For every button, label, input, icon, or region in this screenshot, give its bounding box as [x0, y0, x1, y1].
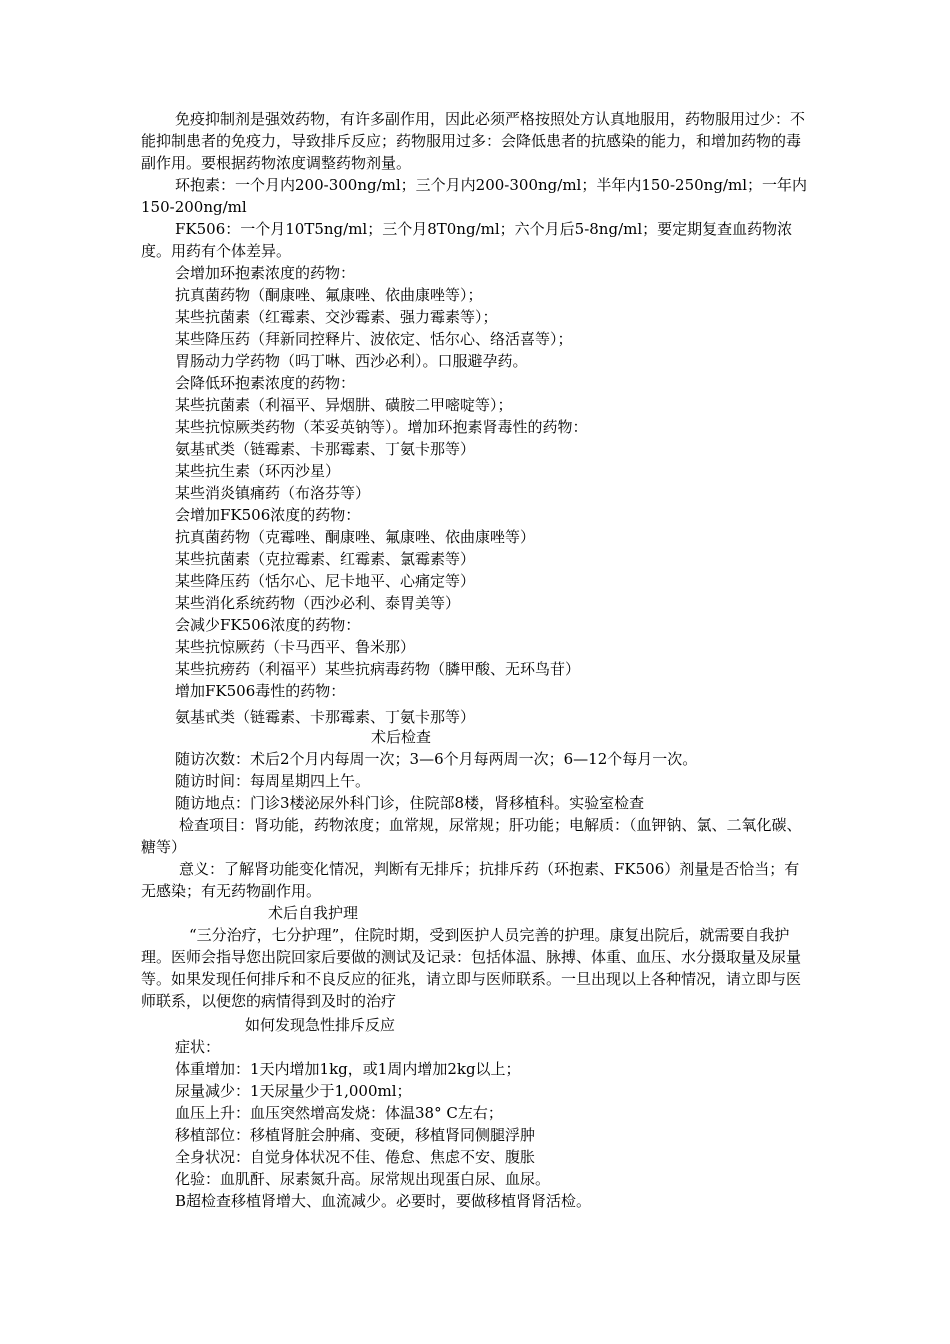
list-item: 某些抗痨药（利福平）某些抗病毒药物（膦甲酸、无环鸟苷） [175, 660, 581, 678]
list-item: 某些抗菌素（克拉霉素、红霉素、氯霉素等） [175, 550, 476, 568]
followup-time: 随访时间：每周星期四上午。 [175, 772, 371, 790]
self-care-paragraph: “三分治疗，七分护理”，住院时期，受到医护人员完善的护理。康复出院后，就需要自我护理。医师会指导您出院回家后要做的测试及记录：包括体温、脉搏、体重、血压、水分摄取量及尿量等。如果发现任何排斥和不良反应的征兆，请立即与医师联系。一旦出现以上各种情况，请立即与医师联系，以便您的病情得到及时的治疗 [141, 926, 802, 1010]
list-item: 某些抗菌素（红霉素、交沙霉素、强力霉素等）； [175, 308, 498, 326]
symptoms-label: 症状： [175, 1038, 221, 1056]
section-heading-self-care: 术后自我护理 [268, 904, 359, 922]
intro-paragraph: 免疫抑制剂是强效药物，有许多副作用，因此必须严格按照处方认真地服用，药物服用过少：不能抑制患者的免疫力，导致排斥反应；药物服用过多：会降低患者的抗感染的能力，和增加药物的毒副作用。要根据药物浓度调整药物剂量。 [141, 110, 806, 172]
list-heading: 增加FK506毒性的药物： [175, 682, 346, 700]
checkup-meaning: 意义：了解肾功能变化情况，判断有无排斥；抗排斥药（环抱素、FK506）剂量是否恰当；有无感染；有无药物副作用。 [141, 860, 800, 900]
list-item: 某些降压药（拜新同控释片、波依定、恬尔心、络活喜等）； [175, 330, 573, 348]
list-item: 某些消炎镇痛药（布洛芬等） [175, 484, 371, 502]
list-heading: 会增加FK506浓度的药物： [175, 506, 361, 524]
symptom-item: B超检查移植肾增大、血流减少。必要时，要做移植肾肾活检。 [175, 1192, 592, 1210]
symptom-item: 尿量减少：1天尿量少于1,000ml； [175, 1082, 412, 1100]
list-item: 氨基甙类（链霉素、卡那霉素、丁氨卡那等） [175, 708, 476, 726]
cyclosporine-levels: 环抱素：一个月内200-300ng/ml；三个月内200-300ng/ml；半年内150-250ng/ml；一年内150-200ng/ml [141, 176, 808, 216]
symptom-item: 化验：血肌酐、尿素氮升高。尿常规出现蛋白尿、血尿。 [175, 1170, 551, 1188]
list-item: 胃肠动力学药物（吗丁啉、西沙必利）。口服避孕药。 [175, 352, 528, 370]
section-heading-acute-rejection: 如何发现急性排斥反应 [245, 1016, 396, 1034]
list-item: 某些抗生素（环丙沙星） [175, 462, 341, 480]
list-heading: 会增加环抱素浓度的药物： [175, 264, 356, 282]
list-item: 某些降压药（恬尔心、尼卡地平、心痛定等） [175, 572, 476, 590]
fk506-levels: FK506：一个月10T5ng/ml；三个月8T0ng/ml；六个月后5-8ng/ml；要定期复查血药物浓度。用药有个体差异。 [141, 220, 793, 260]
section-heading-postop-checkup: 术后检查 [371, 728, 432, 746]
list-heading: 会降低环抱素浓度的药物： [175, 374, 356, 392]
list-item: 氨基甙类（链霉素、卡那霉素、丁氨卡那等） [175, 440, 476, 458]
symptom-item: 体重增加：1天内增加1kg，或1周内增加2kg以上； [175, 1060, 521, 1078]
list-item: 抗真菌药物（酮康唑、氟康唑、依曲康唑等）； [175, 286, 483, 304]
list-item: 某些消化系统药物（西沙必利、泰胃美等） [175, 594, 461, 612]
list-item: 抗真菌药物（克霉唑、酮康唑、氟康唑、依曲康唑等） [175, 528, 536, 546]
symptom-item: 全身状况：自觉身体状况不佳、倦怠、焦虑不安、腹胀 [175, 1148, 536, 1166]
followup-location: 随访地点：门诊3楼泌尿外科门诊，住院部8楼，肾移植科。实验室检查 [175, 794, 645, 812]
list-item: 某些抗惊厥类药物（苯妥英钠等）。增加环抱素肾毒性的药物： [175, 418, 588, 436]
list-item: 某些抗惊厥药（卡马西平、鲁米那） [175, 638, 416, 656]
list-item: 某些抗菌素（利福平、异烟肼、磺胺二甲嘧啶等）； [175, 396, 513, 414]
checkup-items: 检查项目：肾功能，药物浓度；血常规，尿常规；肝功能；电解质：（血钾钠、氯、二氧化碳、糖等） [141, 816, 802, 856]
followup-frequency: 随访次数：术后2个月内每周一次；3—6个月每两周一次；6—12个每月一次。 [175, 750, 698, 768]
symptom-item: 血压上升：血压突然增高发烧：体温38° C左右； [175, 1104, 503, 1122]
symptom-item: 移植部位：移植肾脏会肿痛、变硬，移植肾同侧腿浮肿 [175, 1126, 536, 1144]
list-heading: 会减少FK506浓度的药物： [175, 616, 361, 634]
